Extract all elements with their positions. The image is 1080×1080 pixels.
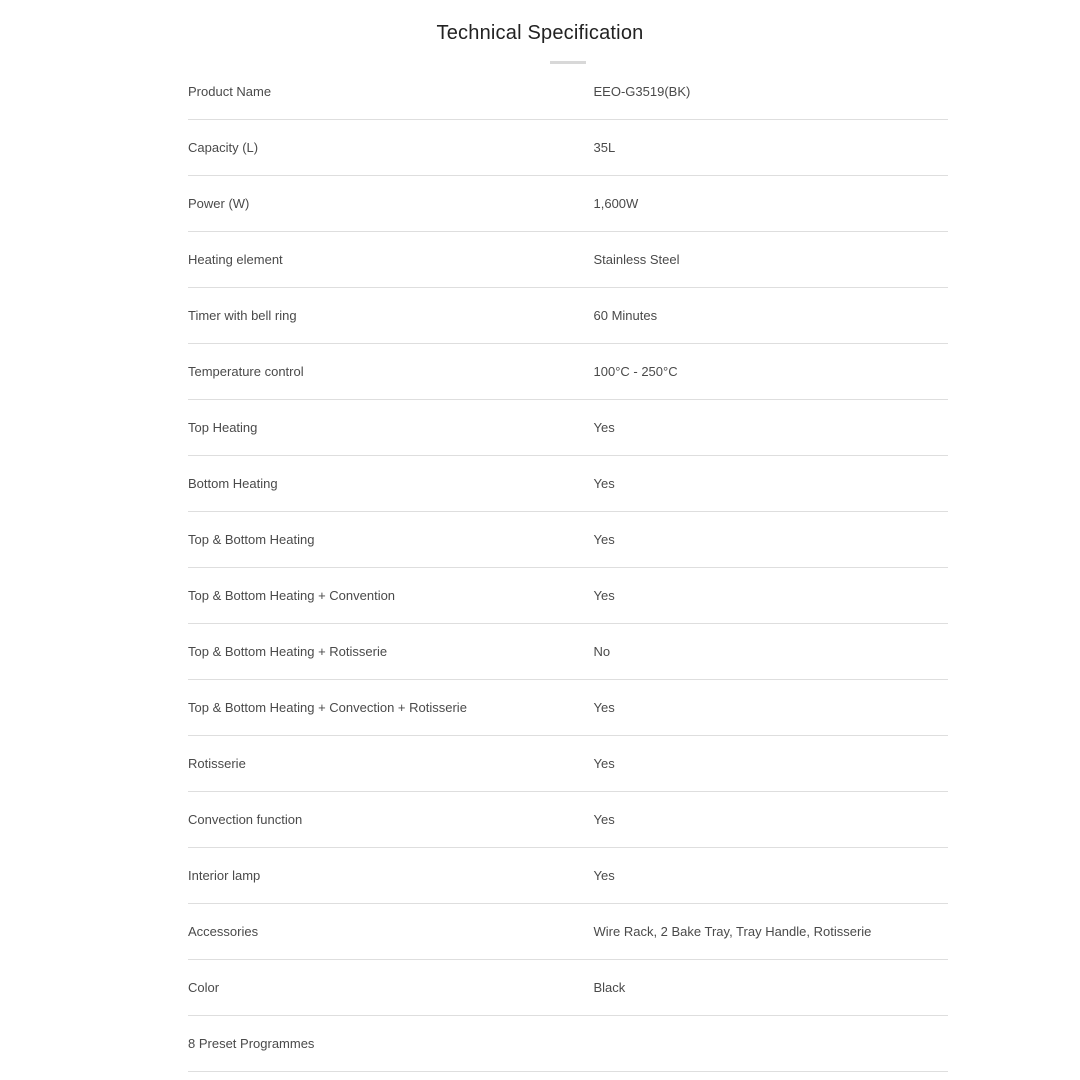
spec-row	[188, 736, 948, 792]
spec-value: 35L	[593, 140, 616, 155]
spec-label: 8 Preset Programmes	[188, 1036, 315, 1051]
spec-row	[188, 792, 948, 848]
spec-label: Top & Bottom Heating + Convention	[188, 588, 396, 603]
spec-value: Yes	[593, 812, 615, 827]
spec-label: Heating element	[188, 252, 283, 267]
spec-row	[188, 624, 948, 680]
spec-label: Bottom Heating	[188, 476, 278, 491]
spec-value: Black	[593, 980, 626, 995]
spec-row	[188, 64, 948, 120]
spec-label: Rotisserie	[188, 756, 246, 771]
spec-value: Yes	[593, 700, 615, 715]
spec-value: Yes	[593, 756, 615, 771]
spec-row	[188, 176, 948, 232]
spec-value: Yes	[593, 420, 615, 435]
spec-label: Interior lamp	[188, 868, 261, 883]
spec-label: Temperature control	[188, 364, 304, 379]
spec-label: Capacity (L)	[188, 140, 259, 155]
spec-label: Power (W)	[188, 196, 250, 211]
spec-row	[188, 848, 948, 904]
spec-row	[188, 400, 948, 456]
spec-value: 100°C - 250°C	[593, 364, 678, 379]
spec-row	[188, 512, 948, 568]
spec-label: Top & Bottom Heating + Rotisserie	[188, 644, 388, 659]
spec-label: Accessories	[188, 924, 259, 939]
spec-label: Top & Bottom Heating + Convection + Rotisserie	[188, 700, 467, 715]
spec-label: Timer with bell ring	[188, 308, 297, 323]
spec-value: Yes	[593, 532, 615, 547]
spec-value: No	[593, 644, 611, 659]
spec-row	[188, 568, 948, 624]
spec-row	[188, 120, 948, 176]
spec-label: Top Heating	[188, 420, 258, 435]
spec-row	[188, 232, 948, 288]
spec-value: EEO-G3519(BK)	[593, 84, 691, 99]
spec-value: Stainless Steel	[593, 252, 680, 267]
page-title: Technical Specification	[436, 22, 644, 44]
spec-value: Yes	[593, 868, 615, 883]
spec-value: Yes	[593, 476, 615, 491]
spec-value: Wire Rack, 2 Bake Tray, Tray Handle, Rotisserie	[593, 924, 872, 939]
spec-label: Convection function	[188, 812, 303, 827]
spec-label: Color	[188, 980, 220, 995]
spec-row	[188, 288, 948, 344]
spec-label: Top & Bottom Heating	[188, 532, 315, 547]
spec-value: 60 Minutes	[593, 308, 658, 323]
spec-table	[188, 64, 948, 1072]
spec-row	[188, 960, 948, 1016]
spec-value: 1,600W	[593, 196, 639, 211]
spec-row	[188, 904, 948, 960]
spec-row	[188, 1016, 948, 1072]
spec-row	[188, 344, 948, 400]
spec-value: Yes	[593, 588, 615, 603]
spec-label: Product Name	[188, 84, 272, 99]
spec-row	[188, 456, 948, 512]
spec-row	[188, 680, 948, 736]
